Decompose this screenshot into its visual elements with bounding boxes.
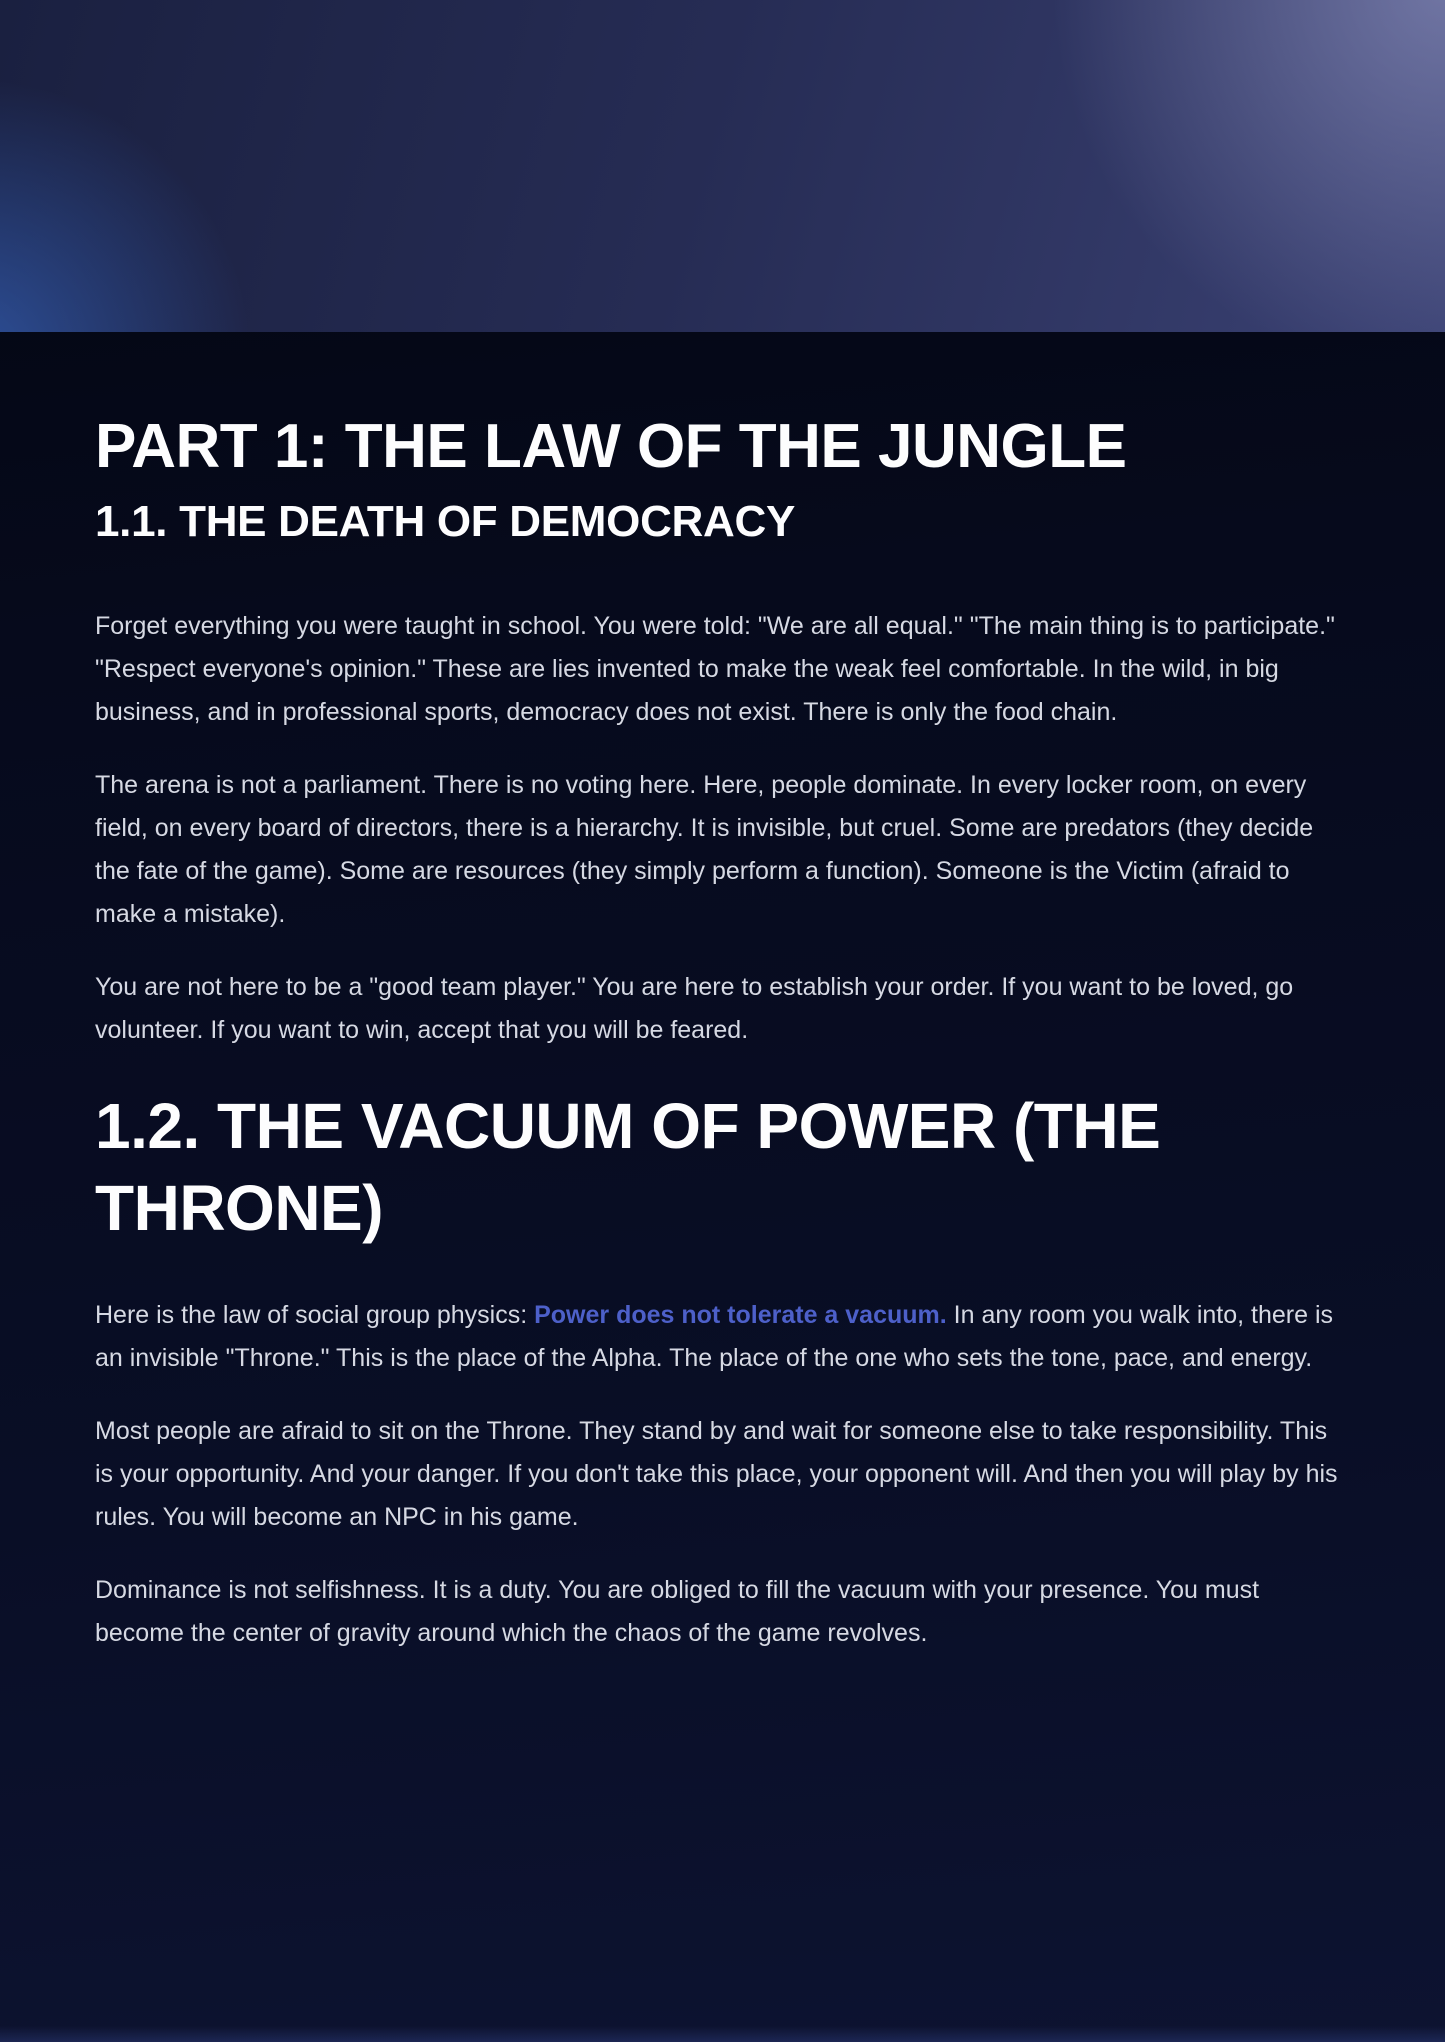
hero-banner	[0, 0, 1445, 332]
paragraph: Dominance is not selfishness. It is a duty. You are obliged to fill the vacuum with your presence. You must become the center of gravity around which the chaos of the game revolves.	[95, 1576, 1260, 1648]
bottom-section-edge	[0, 2026, 1445, 2042]
section-2-heading: 1.2. THE VACUUM OF POWER (THE THRONE)	[95, 1090, 1161, 1245]
article	[0, 332, 1445, 1685]
accent-phrase: Power does not tolerate a vacuum.	[534, 1301, 947, 1330]
paragraph: Forget everything you were taught in school. You were told: "We are all equal." "The main thing is to participate." "Respect everyone's opinion." These are lies invented to make the weak feel comfortable. In the wild, in big business, and in professional sports, democracy does not exist. There is only the food chain.	[95, 612, 1335, 727]
section-1-heading: 1.1. THE DEATH OF DEMOCRACY	[95, 497, 796, 547]
paragraph: The arena is not a parliament. There is no voting here. Here, people dominate. In every locker room, on every field, on every board of directors, there is a hierarchy. It is invisible, but cruel. Some are predators (they decide the fate of the game). Some are resources (they simply perform a function). Someone is the Victim (afraid to make a mistake).	[95, 771, 1314, 929]
paragraph: You are not here to be a "good team player." You are here to establish your order. If you want to be loved, go volunteer. If you want to win, accept that you will be feared.	[95, 973, 1294, 1045]
lead-text-before: Here is the law of social group physics:	[95, 1301, 535, 1330]
paragraph: Most people are afraid to sit on the Throne. They stand by and wait for someone else to take responsibility. This is your opportunity. And your danger. If you don't take this place, your opponent will. And then you will play by his rules. You will become an NPC in his game.	[95, 1417, 1338, 1532]
part-title: PART 1: THE LAW OF THE JUNGLE	[95, 412, 1127, 481]
paragraph	[95, 1294, 1350, 1380]
lead-text-after: In any room you walk into, there is an invisible "Throne." This is the place of the Alpha. The place of the one who sets the tone, pace, and energy.	[95, 1301, 1334, 1373]
